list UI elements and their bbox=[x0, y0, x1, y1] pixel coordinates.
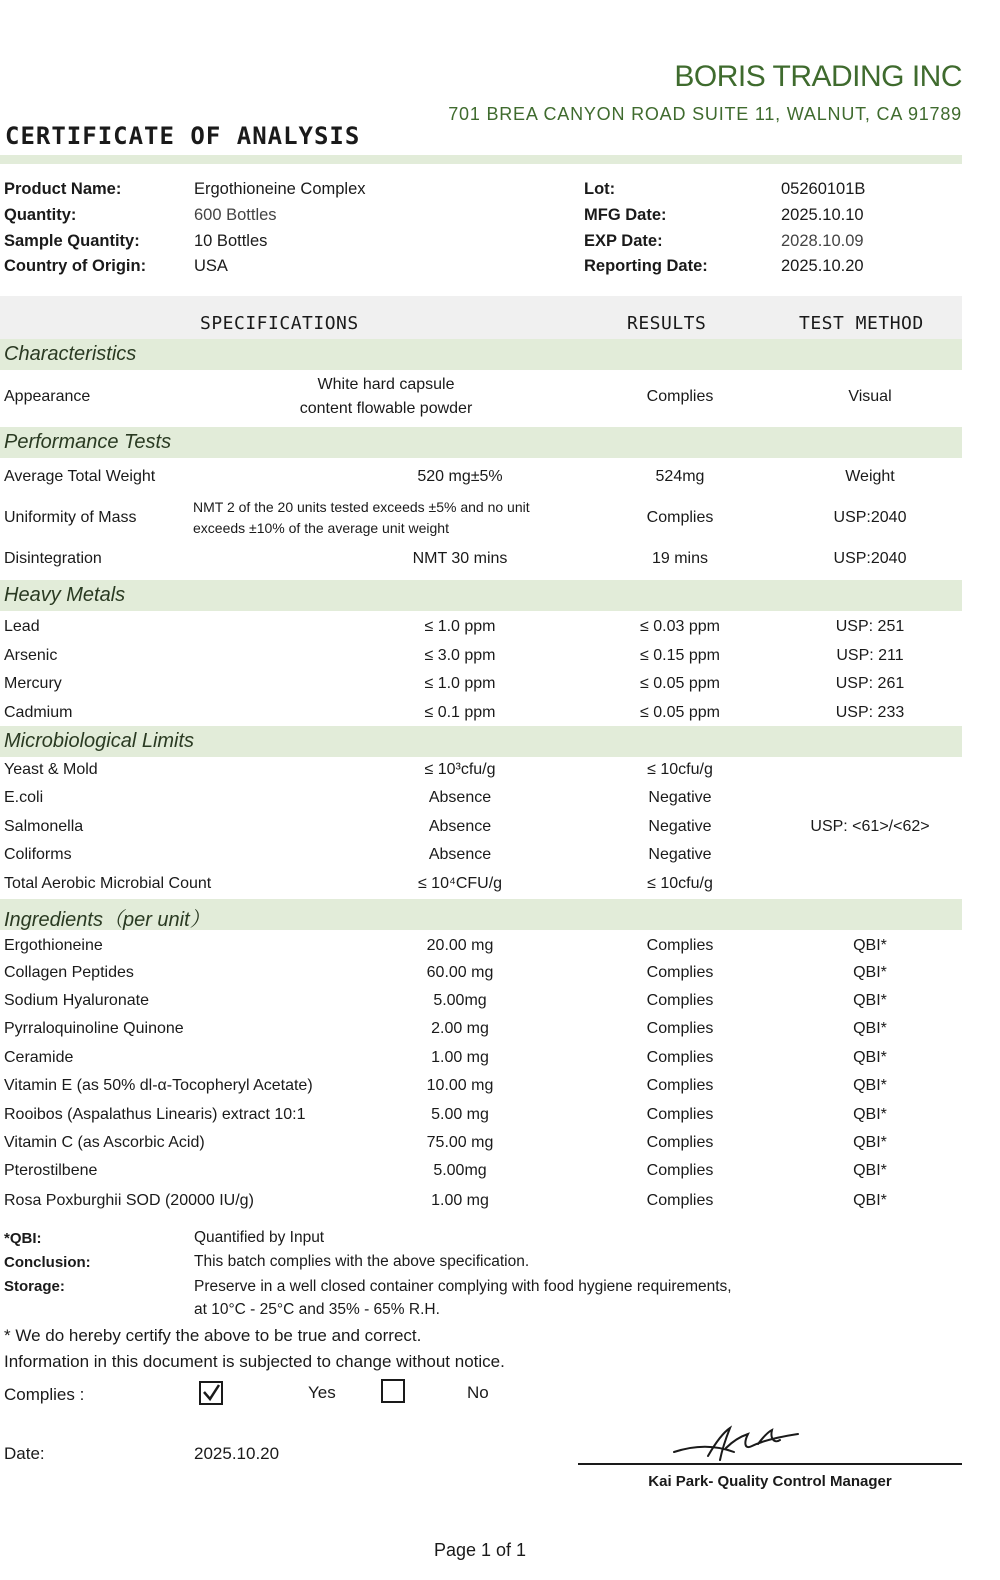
item-name: Total Aerobic Microbial Count bbox=[4, 875, 212, 892]
item-spec: ≤ 10³cfu/g bbox=[424, 761, 496, 778]
item-result: Complies bbox=[646, 937, 714, 954]
item-spec: 5.00mg bbox=[433, 992, 487, 1009]
mfg-date-label: MFG Date: bbox=[584, 206, 667, 224]
item-spec: White hard capsule bbox=[317, 376, 455, 393]
reporting-date-label: Reporting Date: bbox=[584, 257, 708, 275]
item-spec: ≤ 0.1 ppm bbox=[424, 704, 496, 721]
section-microbiological-limits bbox=[0, 726, 962, 757]
item-result: Complies bbox=[646, 964, 714, 981]
item-method: USP: 233 bbox=[835, 704, 905, 721]
item-method: QBI* bbox=[853, 964, 887, 981]
item-name: Vitamin C (as Ascorbic Acid) bbox=[4, 1134, 205, 1151]
item-name: Uniformity of Mass bbox=[4, 509, 137, 526]
item-name: Ergothioneine bbox=[4, 937, 103, 954]
conclusion-label: Conclusion: bbox=[4, 1254, 91, 1271]
item-method: USP: 251 bbox=[835, 618, 905, 635]
item-spec: NMT 30 mins bbox=[412, 550, 508, 567]
item-result: Complies bbox=[646, 1106, 714, 1123]
date-value: 2025.10.20 bbox=[194, 1444, 280, 1463]
item-spec: 75.00 mg bbox=[426, 1134, 494, 1151]
item-method: USP:2040 bbox=[833, 550, 907, 567]
item-method: USP: 261 bbox=[835, 675, 905, 692]
item-name: Coliforms bbox=[4, 846, 72, 863]
company-name: BORIS TRADING INC bbox=[674, 60, 962, 93]
item-spec: 20.00 mg bbox=[426, 937, 494, 954]
item-name: Arsenic bbox=[4, 647, 58, 664]
item-result: ≤ 0.03 ppm bbox=[640, 618, 720, 635]
item-result: Negative bbox=[648, 846, 712, 863]
item-result: Complies bbox=[646, 1162, 714, 1179]
item-name: Rosa Poxburghii SOD (20000 IU/g) bbox=[4, 1192, 254, 1209]
item-method: QBI* bbox=[853, 992, 887, 1009]
item-spec: Absence bbox=[428, 818, 492, 835]
item-name: Mercury bbox=[4, 675, 62, 692]
product-name-value: Ergothioneine Complex bbox=[194, 180, 366, 198]
signatory-name: Kai Park- Quality Control Manager bbox=[648, 1473, 892, 1490]
no-label: No bbox=[467, 1383, 489, 1402]
change-notice: Information in this document is subjected to change without notice. bbox=[4, 1352, 505, 1371]
item-spec: 2.00 mg bbox=[431, 1020, 489, 1037]
item-name: Sodium Hyaluronate bbox=[4, 992, 149, 1009]
item-result: Complies bbox=[646, 388, 714, 405]
item-method: QBI* bbox=[853, 1049, 887, 1066]
no-checkbox[interactable] bbox=[381, 1379, 405, 1403]
item-spec: Absence bbox=[428, 846, 492, 863]
certification-statement: * We do hereby certify the above to be true and correct. bbox=[4, 1326, 422, 1345]
item-result: Negative bbox=[648, 818, 712, 835]
item-result: Complies bbox=[646, 1049, 714, 1066]
item-spec: 520 mg±5% bbox=[417, 468, 503, 485]
product-name-label: Product Name: bbox=[4, 180, 122, 198]
item-result: Complies bbox=[646, 1020, 714, 1037]
storage-value-2: at 10°C - 25°C and 35% - 65% R.H. bbox=[194, 1301, 440, 1318]
storage-label: Storage: bbox=[4, 1278, 65, 1295]
item-name: E.coli bbox=[4, 789, 44, 806]
complies-label: Complies : bbox=[4, 1385, 85, 1404]
results-header: RESULTS bbox=[627, 313, 707, 334]
lot-label: Lot: bbox=[584, 180, 616, 198]
sample-quantity-label: Sample Quantity: bbox=[4, 232, 140, 250]
quantity-value: 600 Bottles bbox=[194, 206, 277, 224]
item-name: Vitamin E (as 50% dl-α-Tocopheryl Acetate) bbox=[4, 1077, 313, 1094]
item-result: ≤ 10cfu/g bbox=[647, 761, 713, 778]
item-name: Cadmium bbox=[4, 704, 73, 721]
item-result: Negative bbox=[648, 789, 712, 806]
item-spec: exceeds ±10% of the average unit weight bbox=[193, 520, 449, 536]
item-result: ≤ 0.05 ppm bbox=[640, 675, 720, 692]
sample-quantity-value: 10 Bottles bbox=[194, 232, 268, 250]
item-result: 19 mins bbox=[651, 550, 709, 567]
item-name: Pyrraloquinoline Quinone bbox=[4, 1020, 184, 1037]
item-name: Salmonella bbox=[4, 818, 84, 835]
header-divider bbox=[0, 155, 962, 164]
yes-label: Yes bbox=[308, 1383, 336, 1402]
item-name: Yeast & Mold bbox=[4, 761, 98, 778]
item-result: ≤ 0.15 ppm bbox=[640, 647, 720, 664]
storage-value: Preserve in a well closed container complying with food hygiene requirements, bbox=[194, 1278, 732, 1295]
item-method: USP:2040 bbox=[833, 509, 907, 526]
lot-value: 05260101B bbox=[781, 180, 866, 198]
test-method-header: TEST METHOD bbox=[799, 313, 924, 334]
qbi-label: *QBI: bbox=[4, 1230, 42, 1247]
item-spec: ≤ 1.0 ppm bbox=[424, 618, 496, 635]
item-name: Lead bbox=[4, 618, 40, 635]
item-name: Rooibos (Aspalathus Linearis) extract 10:1 bbox=[4, 1106, 306, 1123]
item-name: Average Total Weight bbox=[4, 468, 156, 485]
date-label: Date: bbox=[4, 1444, 45, 1463]
item-method: Weight bbox=[845, 468, 895, 485]
reporting-date-value: 2025.10.20 bbox=[781, 257, 864, 275]
item-name: Pterostilbene bbox=[4, 1162, 98, 1179]
checkmark-icon bbox=[201, 1383, 221, 1403]
item-result: ≤ 0.05 ppm bbox=[640, 704, 720, 721]
item-spec: NMT 2 of the 20 units tested exceeds ±5% and no unit bbox=[193, 499, 530, 515]
item-method: QBI* bbox=[853, 1106, 887, 1123]
item-name: Ceramide bbox=[4, 1049, 74, 1066]
section-title: Characteristics bbox=[4, 343, 137, 365]
item-spec: 10.00 mg bbox=[426, 1077, 494, 1094]
item-result: ≤ 10cfu/g bbox=[647, 875, 713, 892]
item-method: USP: 211 bbox=[836, 647, 904, 664]
item-name: Appearance bbox=[4, 388, 91, 405]
item-spec: 60.00 mg bbox=[426, 964, 494, 981]
item-name: Disintegration bbox=[4, 550, 102, 567]
item-method: QBI* bbox=[853, 1077, 887, 1094]
item-result: Complies bbox=[646, 1192, 714, 1209]
document-title: CERTIFICATE OF ANALYSIS bbox=[5, 122, 361, 150]
signature-icon bbox=[668, 1422, 808, 1466]
item-method: QBI* bbox=[853, 1192, 887, 1209]
item-method: Visual bbox=[848, 388, 892, 405]
item-result: Complies bbox=[646, 509, 714, 526]
item-result: Complies bbox=[646, 992, 714, 1009]
section-performance-tests bbox=[0, 427, 962, 458]
section-title: Performance Tests bbox=[4, 431, 172, 453]
item-spec: Absence bbox=[428, 789, 492, 806]
section-title: Ingredients（per unit） bbox=[4, 909, 210, 931]
origin-label: Country of Origin: bbox=[4, 257, 147, 275]
section-characteristics bbox=[0, 339, 962, 370]
qbi-value: Quantified by Input bbox=[194, 1229, 325, 1246]
item-result: Complies bbox=[646, 1077, 714, 1094]
item-result: 524mg bbox=[655, 468, 705, 485]
quantity-label: Quantity: bbox=[4, 206, 77, 224]
item-method: QBI* bbox=[853, 937, 887, 954]
mfg-date-value: 2025.10.10 bbox=[781, 206, 864, 224]
item-method: QBI* bbox=[853, 1134, 887, 1151]
exp-date-value: 2028.10.09 bbox=[781, 232, 864, 250]
item-spec: ≤ 1.0 ppm bbox=[424, 675, 496, 692]
origin-value: USA bbox=[194, 257, 228, 275]
specifications-header: SPECIFICATIONS bbox=[200, 313, 359, 334]
item-spec: ≤ 3.0 ppm bbox=[424, 647, 496, 664]
page-number: Page 1 of 1 bbox=[433, 1540, 527, 1560]
item-method: QBI* bbox=[853, 1020, 887, 1037]
signature-line bbox=[578, 1463, 962, 1465]
item-spec: ≤ 10⁴CFU/g bbox=[417, 875, 503, 892]
item-method: QBI* bbox=[853, 1162, 887, 1179]
section-ingredients bbox=[0, 899, 962, 930]
item-spec: 5.00mg bbox=[433, 1162, 487, 1179]
micro-method: USP: <61>/<62> bbox=[810, 818, 930, 835]
section-title: Heavy Metals bbox=[4, 584, 126, 606]
item-name: Collagen Peptides bbox=[4, 964, 134, 981]
yes-checkbox[interactable] bbox=[199, 1381, 223, 1405]
exp-date-label: EXP Date: bbox=[584, 232, 663, 250]
item-spec: 1.00 mg bbox=[431, 1192, 489, 1209]
item-result: Complies bbox=[646, 1134, 714, 1151]
company-address: 701 BREA CANYON ROAD SUITE 11, WALNUT, CA 91789 bbox=[448, 104, 962, 124]
item-spec: 1.00 mg bbox=[431, 1049, 489, 1066]
section-title: Microbiological Limits bbox=[4, 730, 195, 752]
conclusion-value: This batch complies with the above specification. bbox=[194, 1253, 530, 1270]
section-heavy-metals bbox=[0, 580, 962, 611]
item-spec: 5.00 mg bbox=[431, 1106, 489, 1123]
item-spec: content flowable powder bbox=[299, 400, 473, 417]
